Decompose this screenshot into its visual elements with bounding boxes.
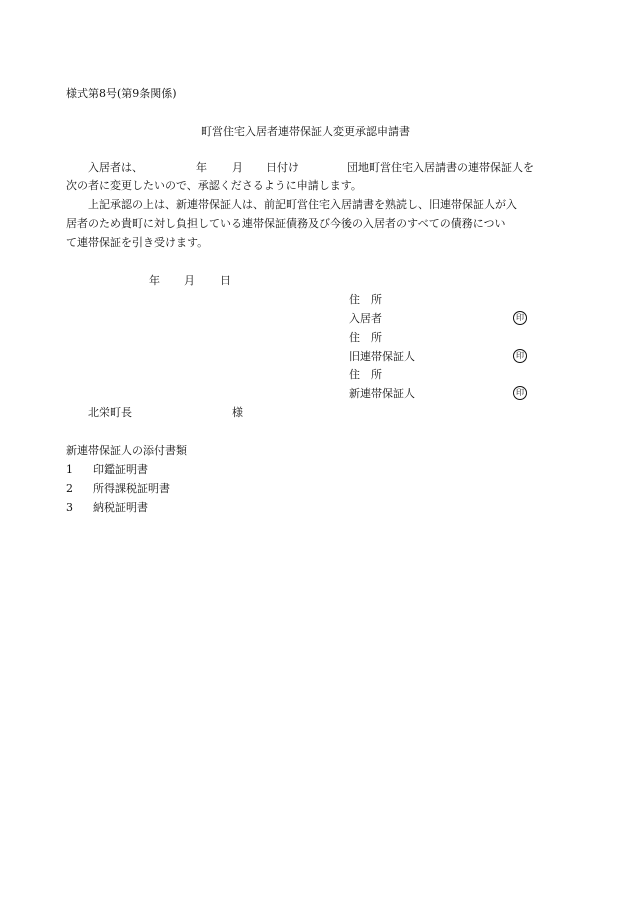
- document-title: 町営住宅入居者連帯保証人変更承認申請書: [201, 125, 410, 138]
- para1-line2: 次の者に変更したいので、承認くださるように申請します。: [66, 179, 362, 192]
- attachment-item: 印鑑証明書: [93, 463, 148, 476]
- date-month: 月: [184, 274, 195, 287]
- old-guarantor-address-label: 住 所: [349, 331, 382, 344]
- new-guarantor-label: 新連帯保証人: [349, 387, 415, 400]
- attachment-num: 2: [66, 482, 73, 495]
- para2-line3: て連帯保証を引き受けます。: [66, 236, 209, 249]
- attachment-num: 3: [66, 501, 73, 514]
- para1-lead: 入居者は、: [88, 161, 143, 174]
- old-guarantor-seal-icon: 印: [513, 349, 527, 363]
- para1-day-dated: 日付け: [266, 161, 299, 174]
- addressee-name: 北栄町長: [88, 406, 132, 419]
- addressee-honorific: 様: [232, 406, 243, 419]
- attachment-num: 1: [66, 463, 73, 476]
- para2-line1: 上記承認の上は、新連帯保証人は、前記町営住宅入居請書を熟読し、旧連帯保証人が入: [88, 198, 517, 211]
- resident-address-label: 住 所: [349, 293, 382, 306]
- new-guarantor-address-label: 住 所: [349, 368, 382, 381]
- form-number: 様式第8号(第9条関係): [66, 87, 177, 100]
- para2-line2: 居者のため貴町に対し負担している連帯保証債務及び今後の入居者のすべての債務につい: [66, 217, 506, 230]
- date-day: 日: [220, 274, 231, 287]
- resident-seal-icon: 印: [513, 311, 527, 325]
- attachment-item: 納税証明書: [93, 501, 148, 514]
- para1-month: 月: [232, 161, 243, 174]
- para1-year: 年: [196, 161, 207, 174]
- resident-label: 入居者: [349, 312, 382, 325]
- attachments-heading: 新連帯保証人の添付書類: [66, 444, 187, 457]
- para1-tail: 団地町営住宅入居請書の連帯保証人を: [347, 161, 534, 174]
- date-year: 年: [149, 274, 160, 287]
- attachment-item: 所得課税証明書: [93, 482, 170, 495]
- new-guarantor-seal-icon: 印: [513, 386, 527, 400]
- old-guarantor-label: 旧連帯保証人: [349, 350, 415, 363]
